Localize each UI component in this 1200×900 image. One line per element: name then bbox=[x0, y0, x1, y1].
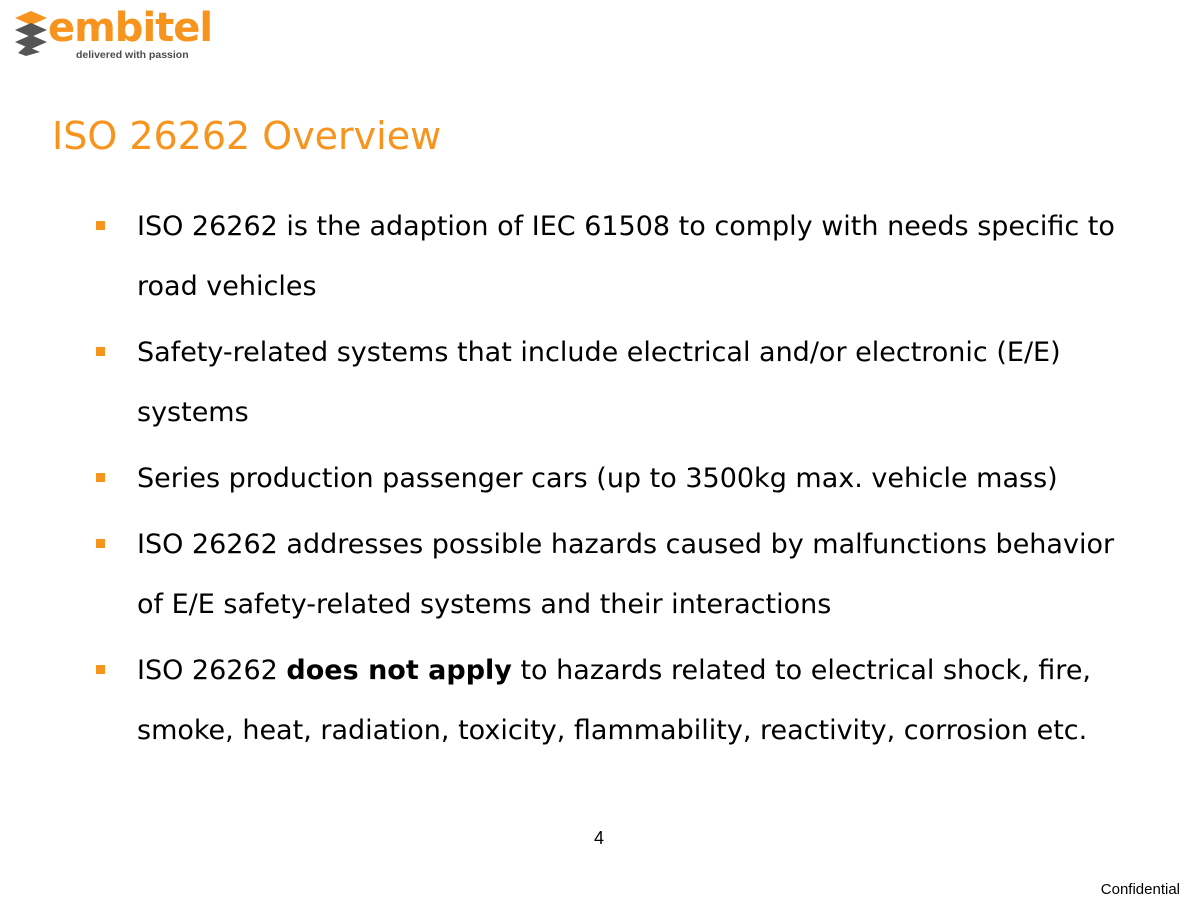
logo-tagline: delivered with passion bbox=[76, 49, 189, 61]
bullet-text-suffix: to hazards related to electrical shock, fire, smoke, heat, radiation, toxicity, flammability, reactivity, corrosion etc. bbox=[137, 655, 1092, 746]
square-bullet-icon bbox=[96, 347, 105, 356]
square-bullet-icon bbox=[96, 539, 105, 548]
bullet-text: ISO 26262 is the adaption of IEC 61508 to comply with needs specific to road vehicles bbox=[137, 211, 1115, 302]
bullet-list bbox=[96, 197, 1136, 767]
embitel-logo-icon bbox=[14, 10, 50, 56]
square-bullet-icon bbox=[96, 473, 105, 482]
bullet-text: Series production passenger cars (up to 3500kg max. vehicle mass) bbox=[137, 463, 1058, 494]
confidentiality-label: Confidential bbox=[1100, 881, 1180, 898]
bullet-item bbox=[96, 641, 1136, 761]
square-bullet-icon bbox=[96, 665, 105, 674]
square-bullet-icon bbox=[96, 221, 105, 230]
slide-title: ISO 26262 Overview bbox=[52, 114, 442, 158]
bullet-item bbox=[96, 515, 1136, 635]
bullet-item bbox=[96, 323, 1136, 443]
company-logo bbox=[14, 5, 214, 66]
bullet-emphasis: does not apply bbox=[286, 655, 512, 686]
bullet-text: ISO 26262 addresses possible hazards caused by malfunctions behavior of E/E safety-related systems and their interactions bbox=[137, 529, 1115, 620]
bullet-text bbox=[137, 655, 1091, 746]
bullet-text: Safety-related systems that include electrical and/or electronic (E/E) systems bbox=[137, 337, 1061, 428]
bullet-text-prefix: ISO 26262 bbox=[137, 655, 287, 686]
bullet-item bbox=[96, 449, 1136, 509]
logo-wordmark: embitel bbox=[48, 5, 213, 51]
bullet-item bbox=[96, 197, 1136, 317]
page-number: 4 bbox=[593, 828, 604, 848]
